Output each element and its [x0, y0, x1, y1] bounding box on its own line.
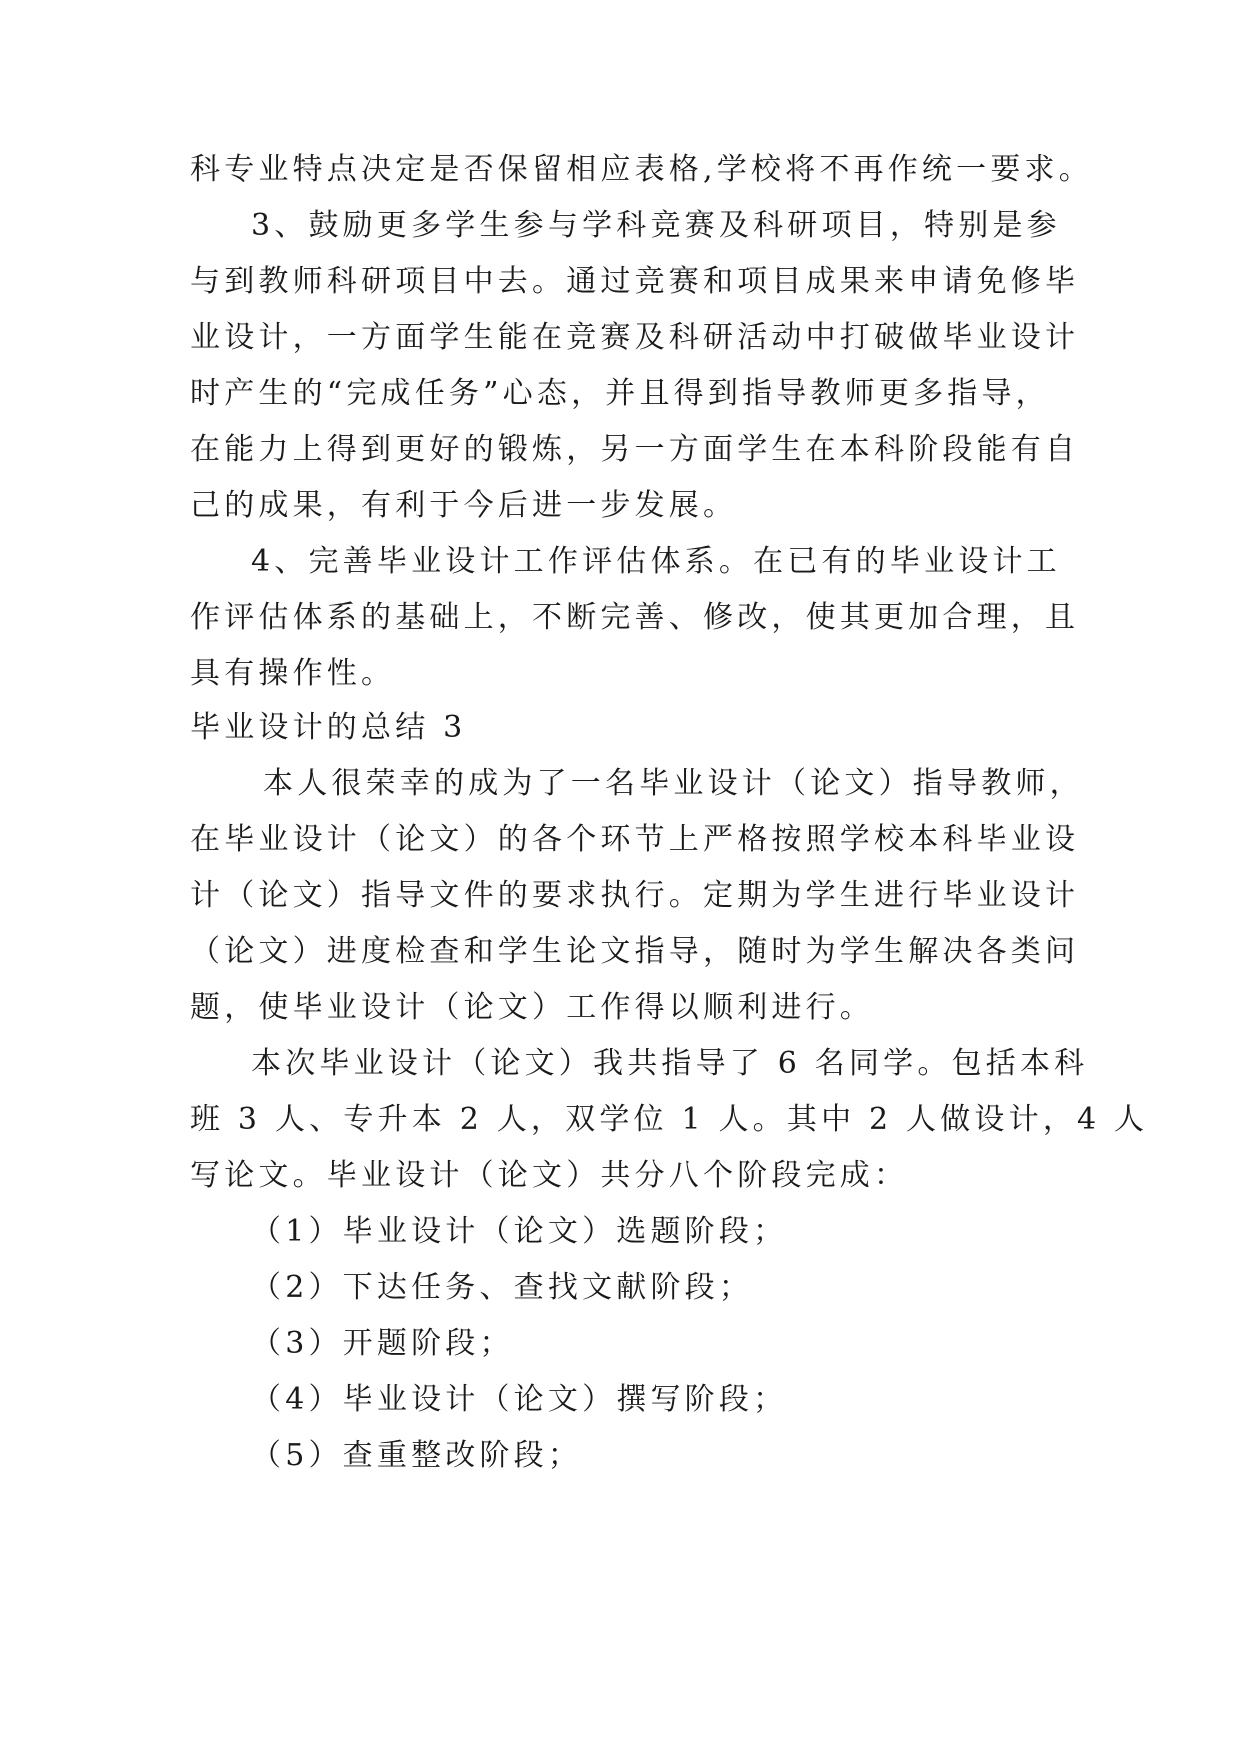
paragraph-line: 写论文。毕业设计（论文）共分八个阶段完成： — [190, 1158, 909, 1193]
paragraph-line: 具有操作性。 — [190, 656, 396, 691]
paragraph-line: 与到教师科研项目中去。通过竞赛和项目成果来申请免修毕 — [190, 264, 1080, 299]
paragraph-line: 3、鼓励更多学生参与学科竞赛及科研项目，特别是参 — [251, 208, 1061, 243]
paragraph-line: 班 3 人、专升本 2 人，双学位 1 人。其中 2 人做设计，4 人 — [190, 1102, 1149, 1137]
paragraph-line: 科专业特点决定是否保留相应表格,学校将不再作统一要求。 — [190, 152, 1093, 187]
paragraph-line: 在能力上得到更好的锻炼，另一方面学生在本科阶段能有自 — [190, 432, 1080, 467]
section-heading: 毕业设计的总结 3 — [190, 710, 467, 745]
paragraph-line: （论文）进度检查和学生论文指导，随时为学生解决各类问 — [190, 934, 1080, 969]
paragraph-line: 作评估体系的基础上，不断完善、修改，使其更加合理，且 — [190, 600, 1080, 635]
paragraph-line: 在毕业设计（论文）的各个环节上严格按照学校本科毕业设 — [190, 822, 1080, 857]
paragraph-line: 业设计，一方面学生能在竞赛及科研活动中打破做毕业设计 — [190, 320, 1080, 355]
list-item: （2）下达任务、查找文献阶段； — [251, 1270, 754, 1305]
paragraph-line: 己的成果，有利于今后进一步发展。 — [190, 488, 738, 523]
list-item: （4）毕业设计（论文）撰写阶段； — [251, 1382, 788, 1417]
paragraph-line: 题，使毕业设计（论文）工作得以顺利进行。 — [190, 990, 874, 1025]
paragraph-line: 计（论文）指导文件的要求执行。定期为学生进行毕业设计 — [190, 878, 1080, 913]
list-item: （3）开题阶段； — [251, 1326, 514, 1361]
paragraph-line: 时产生的“完成任务”心态，并且得到指导教师更多指导， — [190, 376, 1050, 411]
paragraph-line: 本人很荣幸的成为了一名毕业设计（论文）指导教师， — [263, 766, 1084, 801]
list-item: （1）毕业设计（论文）选题阶段； — [251, 1214, 788, 1249]
paragraph-line: 4、完善毕业设计工作评估体系。在已有的毕业设计工 — [251, 544, 1061, 579]
paragraph-line: 本次毕业设计（论文）我共指导了 6 名同学。包括本科 — [251, 1046, 1089, 1081]
list-item: （5）查重整改阶段； — [251, 1438, 583, 1473]
